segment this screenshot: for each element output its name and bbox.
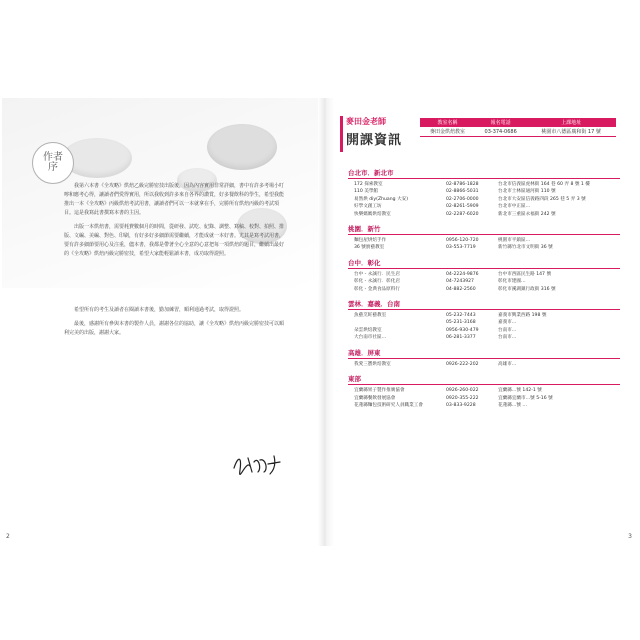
preface-paragraph: 出版一本烘焙書，需要耗費數個月的時間，從研發、試吃、紀錄、調整、寫稿、校對、拍照、排版、文編、美編、對色、印刷，有好多好多細節需要繼續，才能成就一本好書。尤其是寫考試用書，要有許多細節要用心及注重，儘本書，我都是帶著全心全意的心意把每一項烘焙的題目，繼續出最好的《全攻略》烘焙丙級完勝密技，希望大家能輕鬆讀本書，成功取得證照。 — [64, 224, 285, 257]
badge-line-1: 作者 — [43, 151, 63, 163]
preface-paragraph — [64, 278, 284, 287]
badge-line-2: 序 — [48, 162, 58, 173]
classroom-name — [348, 319, 446, 326]
list-item — [348, 244, 620, 251]
classroom-phone: 04-882-2560 — [446, 286, 476, 292]
classroom-address: 台北市信義區虎林街 164 巷 60 弄 8 號 1 樓 — [498, 182, 590, 187]
list-item — [348, 361, 620, 368]
classroom-phone: 0926-222-202 — [446, 361, 479, 367]
classroom-name: 花蓮縣麵包技術研究人員職業工會 — [354, 402, 423, 408]
classroom-name: 36 號廚藝教室 — [354, 245, 385, 251]
left-page — [2, 98, 320, 546]
bowl-image — [207, 124, 277, 170]
list-item — [348, 286, 620, 293]
region-name: 台中．彰化 — [348, 258, 620, 269]
classroom-phone: 0920-355-222 — [446, 395, 479, 401]
header-address: 上課地址 — [526, 118, 616, 127]
list-item — [348, 278, 620, 285]
region-name: 東部 — [348, 374, 620, 385]
classroom-phone: 0926-260-022 — [446, 388, 479, 394]
classroom-phone: 03-833-9228 — [446, 402, 476, 408]
classroom-name: 大台南市社區… — [354, 335, 387, 341]
classroom-phone: 0956-120-720 — [446, 238, 479, 244]
classroom-address: 宜蘭縣…號 142-1 號 — [498, 388, 542, 394]
classroom-name: 宜蘭縣果子製作推廣協會 — [354, 388, 405, 394]
classroom-address: 新北市三重區永福街 242 號 — [498, 211, 556, 217]
preface-paragraph — [64, 292, 284, 301]
classroom-address: 宜蘭縣宜蘭市…號 5-16 號 — [498, 395, 553, 401]
classroom-phone: 03-553-7719 — [446, 245, 476, 251]
list-item — [348, 327, 620, 334]
classroom-phone: 03-374-0686 — [475, 127, 526, 137]
list-item — [348, 312, 620, 319]
region-name: 桃園．新竹 — [348, 224, 620, 235]
classroom-name: 麥田金烘焙教室 — [420, 127, 475, 137]
classroom-address: 台南市… — [498, 327, 517, 333]
list-item — [348, 319, 620, 326]
classroom-phone: 02-8866-5031 — [446, 189, 479, 195]
classroom-name: 我愛三寶烘焙教室 — [354, 361, 391, 367]
list-item — [348, 402, 620, 409]
page-number-left: 2 — [6, 533, 10, 540]
classroom-phone: 02-2706-0000 — [446, 196, 479, 202]
classroom-phone: 02-2287-6020 — [446, 211, 479, 217]
classroom-address: 嘉義市興業西路 198 號 — [498, 313, 547, 319]
list-item — [348, 271, 620, 278]
table-header-row — [420, 118, 616, 127]
list-item — [348, 334, 620, 341]
region-listing — [348, 168, 620, 415]
classroom-address: 桃園市平鎮區… — [498, 238, 531, 244]
region-block — [348, 374, 620, 409]
list-item — [348, 203, 620, 210]
classroom-address: 桃園市八德區廣和街 17 號 — [526, 127, 616, 137]
classroom-address: 新竹縣竹北市文明街 36 號 — [498, 245, 553, 251]
list-item — [348, 211, 620, 218]
list-item — [348, 387, 620, 394]
header-classroom: 教室名稱 — [420, 118, 475, 127]
classroom-address: 高雄市… — [498, 361, 517, 367]
classroom-address: 花蓮縣…號 … — [498, 402, 528, 408]
classroom-address: 彰化市建國… — [498, 279, 526, 285]
classroom-name: 快樂媽媽烘焙教室 — [354, 211, 391, 217]
classroom-address: 台北市中正區… — [498, 204, 531, 210]
classroom-phone: 02-8786-1828 — [446, 182, 479, 187]
classroom-name: 麵包屋烘焙手作 — [354, 238, 387, 244]
classroom-address: 嘉義市… — [498, 320, 517, 326]
title-accent-rule — [340, 116, 343, 152]
classroom-phone: 05-232-7443 — [446, 313, 476, 319]
classroom-phone: 04-7243927 — [446, 279, 474, 285]
classroom-name: 好學文創工坊 — [354, 204, 382, 210]
classroom-name: 172 探索教室 — [354, 182, 383, 187]
preface-paragraph: 我第六本書《全攻略》烘焙乙級完勝密技出版後，因為內容實用非常詳細，書中有許多考場小叮嚀和應考心得，讓讀者們愛得實用，所以我收到許多來自各界的讚賞，好多餐飲科的學生，希望我能推出一本《全攻略》丙級烘焙考試用書，讓讀者們可以一本就拿在手，完勝所有烘焙丙級的考試項目。這是我寫此書撰寫本書的主因。 — [64, 183, 285, 216]
list-item — [348, 395, 620, 402]
author-signature — [230, 450, 286, 478]
book-gutter — [318, 98, 334, 546]
classroom-name: 宜蘭縣餐飲發展協會 — [354, 395, 396, 401]
classroom-phone: 0956-930-479 — [446, 327, 479, 333]
right-page — [334, 98, 638, 546]
preface-text — [64, 182, 284, 343]
classroom-phone: 05-231-3168 — [446, 320, 476, 326]
region-name: 台北市．新北市 — [348, 168, 620, 179]
classroom-name: 魚藝烹飪藝教室 — [354, 313, 387, 319]
region-name: 高雄．屏東 — [348, 348, 620, 359]
preface-paragraph: 希望所有的考生及讀者在閱讀本書後，勤加練習，順利通過考試，取得證照。 — [74, 307, 245, 313]
region-name: 雲林．嘉義．台南 — [348, 299, 620, 310]
course-info-title — [346, 116, 402, 148]
region-block — [348, 348, 620, 368]
list-item — [348, 237, 620, 244]
classroom-address: 台北市大安區信義路四段 265 巷 5 弄 3 號 — [498, 196, 586, 202]
teacher-name: 麥田金老師 — [346, 116, 386, 126]
classroom-address: 彰化市溪湖鎮行政街 316 號 — [498, 286, 556, 292]
preface-paragraph — [64, 264, 284, 273]
region-block — [348, 168, 620, 218]
list-item — [348, 188, 620, 195]
classroom-phone: 06-281-3377 — [446, 335, 476, 341]
page-number-right: 3 — [628, 533, 632, 540]
region-block — [348, 224, 620, 252]
classroom-phone: 04-2224-9876 — [446, 271, 479, 277]
header-phone: 報名電話 — [475, 118, 526, 127]
classroom-name: 彰化 - 永誠行．彰化店 — [354, 279, 400, 285]
classroom-address: 台北市士林區通河街 110 號 — [498, 189, 556, 195]
list-item — [348, 196, 620, 203]
classroom-address: 台中市西區民生路 147 號 — [498, 271, 552, 277]
classroom-name: 易然烘 diy(Zhuang 大安) — [354, 196, 408, 202]
region-block — [348, 258, 620, 293]
classroom-name: 台中 - 永誠行．民生店 — [354, 271, 400, 277]
list-item — [348, 181, 620, 188]
classroom-name: 朵雲烘焙教室 — [354, 327, 382, 333]
region-block — [348, 299, 620, 342]
course-info-heading: 開課資訊 — [346, 133, 403, 148]
main-classroom-table — [420, 118, 616, 137]
table-row — [420, 127, 616, 137]
preface-paragraph: 最後，感謝所有參與本書的製作人員，謝謝各位的協助，讓《全攻略》烘焙丙級完勝密技可以順利完美的出版，謝謝大家。 — [64, 321, 285, 336]
author-preface-badge — [32, 142, 74, 184]
classroom-phone: 02-8261-5909 — [446, 204, 479, 210]
classroom-name: 110 美學館 — [354, 189, 379, 195]
classroom-address: 台南市… — [498, 335, 517, 341]
classroom-name: 彰化 - 金典食品原料行 — [354, 286, 400, 292]
